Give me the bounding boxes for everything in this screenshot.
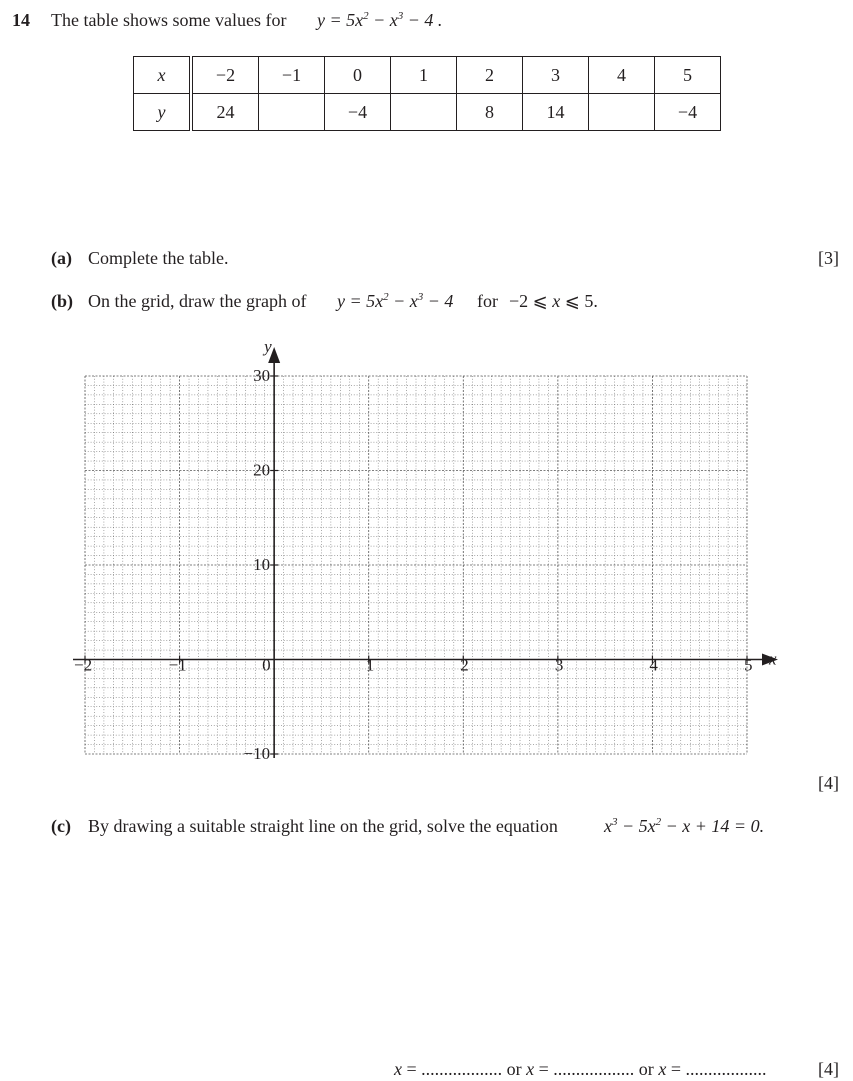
table-cell-x: 2 [457,57,523,94]
part-b-label: (b) [51,291,73,311]
x-tick-label: 3 [554,655,564,675]
part-b-text: On the grid, draw the graph of [88,291,307,311]
y-tick-label: 20 [253,460,271,480]
part-a-label: (a) [51,248,72,268]
x-tick-label: −2 [74,655,93,675]
part-a-text: Complete the table. [88,248,229,268]
x-tick-label: 4 [649,655,658,675]
part-c-equation: $x^3 - 5x^2 - x + 14 = 0$. [604,816,765,836]
part-a-marks: [3] [818,248,839,268]
part-b-marks: [4] [818,773,839,793]
part-b-for: for [477,291,498,311]
table-cell-x: 1 [391,57,457,94]
table-cell-y[interactable]: 14 [523,94,589,131]
x-tick-label: 2 [460,655,469,675]
x-axis-name: x [769,649,777,669]
part-c-text: By drawing a suitable straight line on the grid, solve the equation [88,816,558,836]
question-equation-text: $y = 5x^2 - x^3 - 4$ . [317,10,443,30]
x-tick-label: 1 [365,655,375,675]
table-cell-x: −2 [191,57,259,94]
part-b-equation: $y = 5x^2 - x^3 - 4$ [337,291,454,311]
table-cell-x: −1 [259,57,325,94]
table-cell-x: 4 [589,57,655,94]
table-cell-x: 3 [523,57,589,94]
y-tick-label: −10 [243,744,271,763]
y-axis-name: y [264,337,272,356]
table-cell-y[interactable]: 24 [191,94,259,131]
table-cell-x: 5 [655,57,721,94]
answer-line[interactable]: x = .................. or x = .................. or x = .................. [394,1059,767,1079]
table-header-y: y [134,94,192,131]
table-cell-y[interactable]: −4 [655,94,721,131]
table-cell-x: 0 [325,57,391,94]
part-c-label: (c) [51,816,71,836]
question-number: 14 [12,10,30,30]
part-b-range: −2 ⩽ x ⩽ 5. [509,291,598,311]
part-c-marks: [4] [818,1059,839,1079]
table-cell-y[interactable]: −4 [325,94,391,131]
table-header-x: x [134,57,192,94]
x-tick-label: 5 [744,655,753,675]
y-tick-label: 10 [253,555,271,574]
table-cell-y[interactable]: 8 [457,94,523,131]
y-tick-label: 30 [253,366,271,385]
origin-label: 0 [262,655,271,675]
question-intro: The table shows some values for [51,10,287,30]
x-tick-label: −1 [168,655,187,675]
